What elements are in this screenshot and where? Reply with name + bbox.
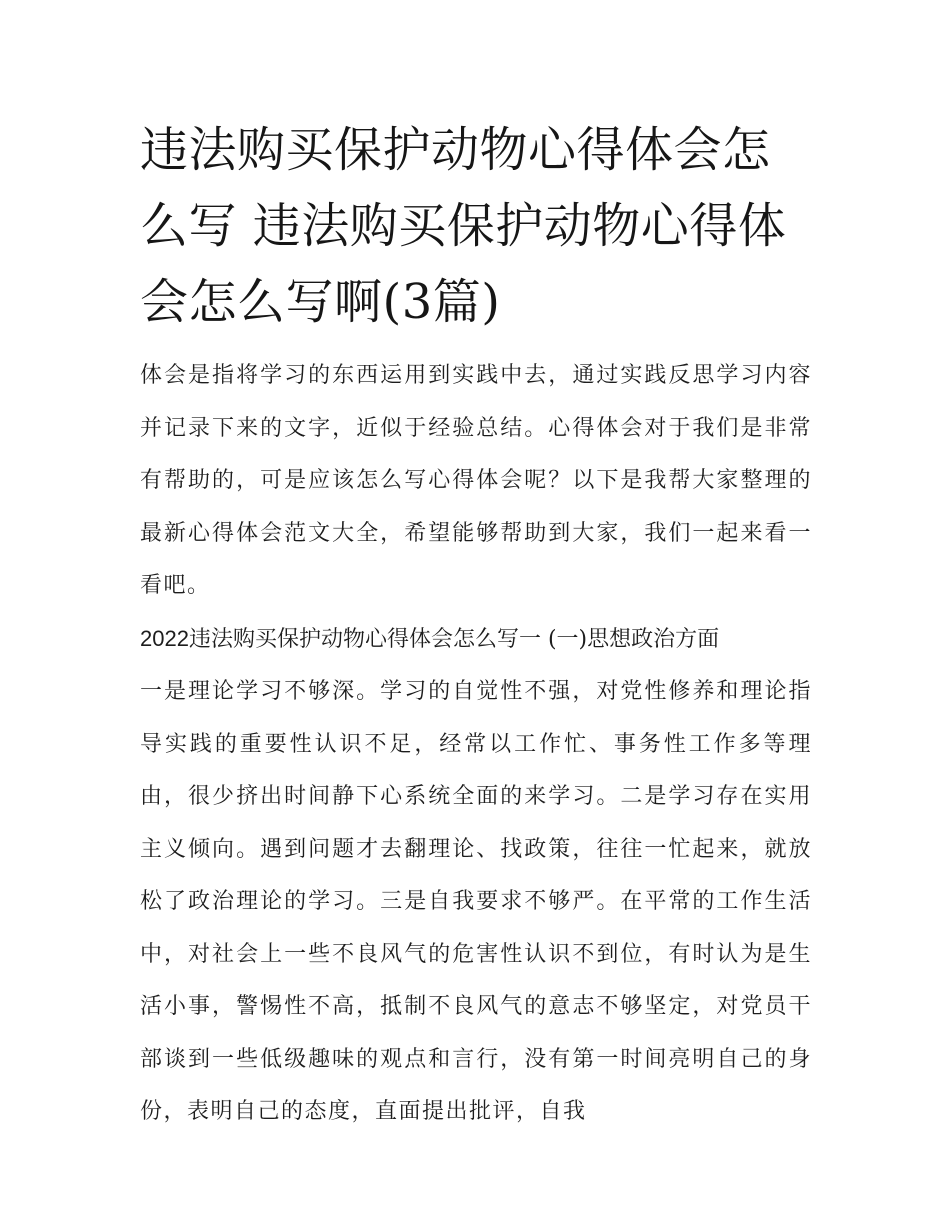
document-page: [140, 112, 812, 1139]
intro-paragraph: 体会是指将学习的东西运用到实践中去，通过实践反思学习内容并记录下来的文字，近似于经验总结。心得体会对于我们是非常有帮助的，可是应该怎么写心得体会呢？以下是我帮大家整理的最新心得体会范文大全，希望能够帮助到大家，我们一起来看一看吧。: [140, 363, 812, 598]
section-heading-year: 2022: [140, 625, 189, 651]
section-body-paragraph: 一是理论学习不够深。学习的自觉性不强，对党性修养和理论指导实践的重要性认识不足，经常以工作忙、事务性工作多等理由，很少挤出时间静下心系统全面的来学习。二是学习存在实用主义倾向。遇到问题才去翻理论、找政策，往往一忙起来，就放松了政治理论的学习。三是自我要求不够严。在平常的工作生活中，对社会上一些不良风气的危害性认识不到位，有时认为是生活小事，警惕性不高，抵制不良风气的意志不够坚定，对党员干部谈到一些低级趣味的观点和言行，没有第一时间亮明自己的身份，表明自己的态度，直面提出批评，自我: [140, 679, 812, 1124]
document-title: 违法购买保护动物心得体会怎么写 违法购买保护动物心得体会怎么写啊(3篇): [140, 122, 787, 330]
section-heading: [140, 613, 812, 667]
section-heading-text: 违法购买保护动物心得体会怎么写一 (一)思想政治方面: [188, 626, 720, 652]
